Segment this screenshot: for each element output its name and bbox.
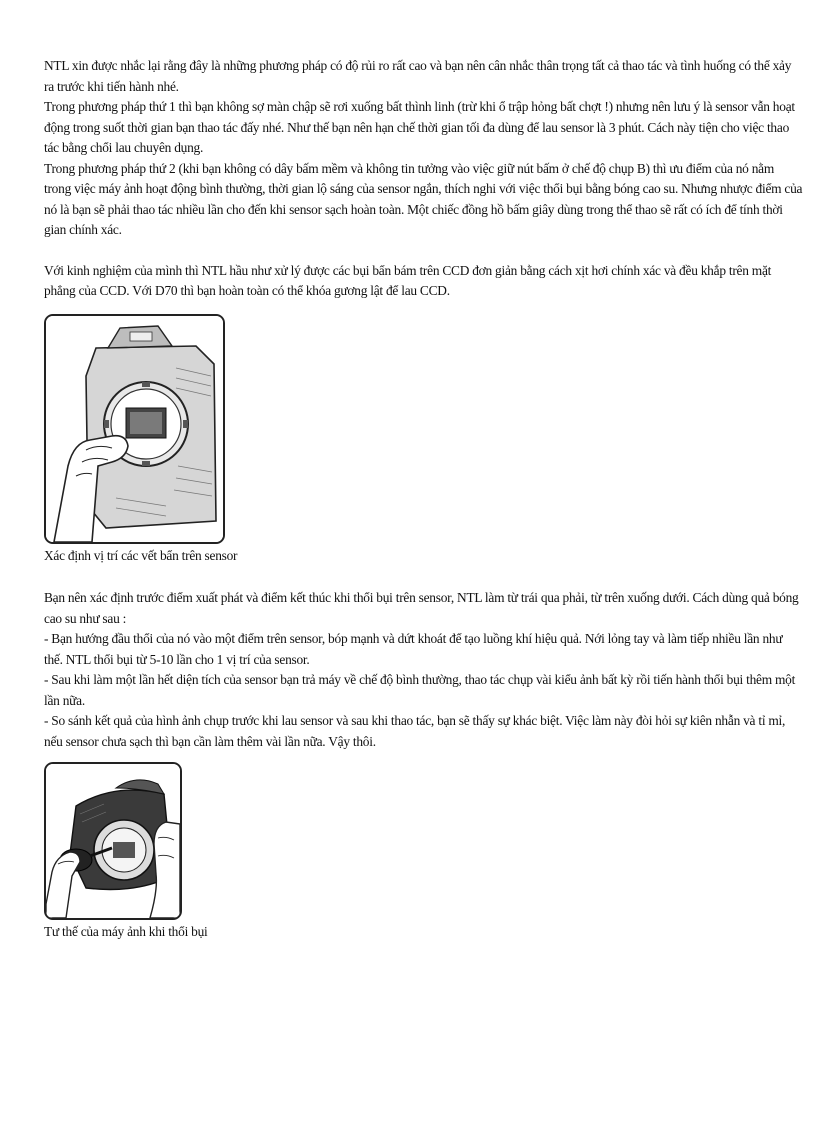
figure-blowing-posture <box>44 762 804 943</box>
figure-caption: Tư thế của máy ảnh khi thổi bụi <box>44 924 208 939</box>
paragraph-method-two: Trong phương pháp thứ 2 (khi bạn không có dây bấm mềm và không tin tưởng vào việc giữ nút bấm ở chế độ chụp B) thì ưu điểm của nó nằm trong việc máy ảnh hoạt động bình thường, thời gian lộ sáng của sensor ngắn, thích nghi với việc thổi bụi bằng bóng cao su. Nhưng nhược điểm của nó là bạn sẽ phải thao tác nhiều lần cho đến khi sensor sạch hoàn toàn. Một chiếc đồng hồ bấm giây dùng trong thể thao sẽ rất có ích để tính thời gian chính xác. <box>44 160 803 237</box>
figure-sensor-inspection <box>44 314 804 567</box>
paragraph-method-one: Trong phương pháp thứ 1 thì bạn không sợ màn chập sẽ rơi xuống bất thình linh (trừ khi ổ trập hỏng bất chợt !) nhưng nên lưu ý là sensor vẫn hoạt động trong suốt thời gian bạn thao tác đấy nhé. Như thế bạn nên hạn chế thời gian tối đa dùng để lau sensor là 3 phút. Cách này tiện cho việc thao tác bằng chổi lau chuyên dụng. <box>44 99 795 155</box>
paragraph-risk-warning: NTL xin được nhắc lại rằng đây là những phương pháp có độ rủi ro rất cao và bạn nên cân nhắc thân trọng tất cả thao tác và tình huống có thể xảy ra trước khi tiến hành nhé. <box>44 58 792 94</box>
paragraph-experience: Với kinh nghiệm của mình thì NTL hầu như xử lý được các bụi bẩn bám trên CCD đơn giản bằng cách xịt hơi chính xác và đều khắp trên mặt phẳng của CCD. Với D70 thì bạn hoàn toàn có thể khóa gương lật để lau CCD. <box>44 262 772 298</box>
camera-sensor-illustration <box>44 314 225 544</box>
camera-blowing-illustration <box>44 762 182 920</box>
figure-caption: Xác định vị trí các vết bẩn trên sensor <box>44 547 238 563</box>
paragraph-step-aim: - Bạn hướng đầu thổi của nó vào một điểm trên sensor, bóp mạnh và dứt khoát để tạo luồng khí hiệu quả. Nới lỏng tay và làm tiếp nhiều lần như thế. NTL thổi bụi từ 5-10 lần cho 1 vị trí của sensor. <box>44 631 783 667</box>
paragraph-blower-intro: Bạn nên xác định trước điểm xuất phát và điểm kết thúc khi thổi bụi trên sensor, NTL làm từ trái qua phải, từ trên xuống dưới. Cách dùng quả bóng cao su như sau : <box>44 590 799 626</box>
document-page <box>44 56 804 943</box>
paragraph-step-repeat: - Sau khi làm một lần hết diện tích của sensor bạn trả máy về chế độ bình thường, thao tác chụp vài kiểu ảnh bất kỳ rồi tiến hành thổi bụi thêm một lần nữa. <box>44 672 796 708</box>
paragraph-step-compare: - So sánh kết quả của hình ảnh chụp trước khi lau sensor và sau khi thao tác, bạn sẽ thấy sự khác biệt. Việc làm này đòi hỏi sự kiên nhẫn và tỉ mỉ, nếu sensor chưa sạch thì bạn cần làm thêm vài lần nữa. Vậy thôi. <box>44 713 786 749</box>
